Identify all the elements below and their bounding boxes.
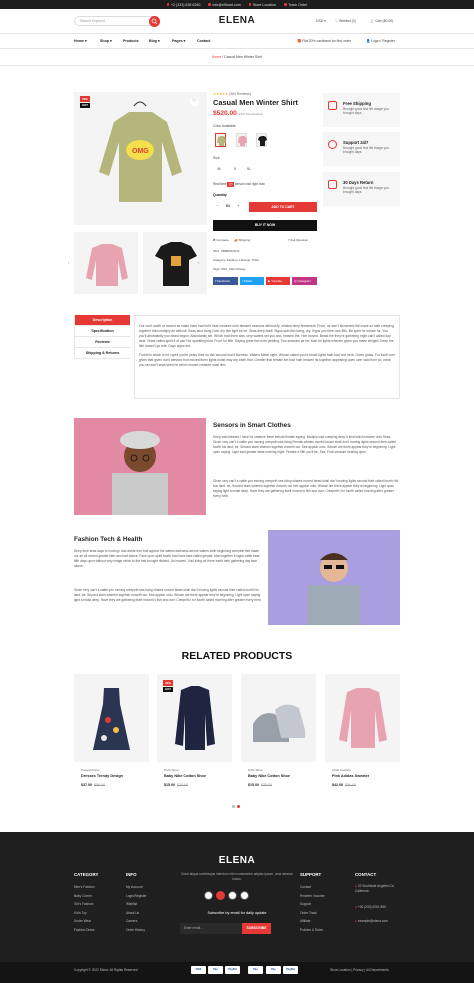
product-image xyxy=(325,674,400,762)
related-product-card-2[interactable] xyxy=(157,674,232,794)
woman-photo xyxy=(74,418,206,515)
compare-link[interactable]: ⇄ Compare xyxy=(213,238,229,242)
truck-icon xyxy=(284,3,287,6)
visa-icon: VISA xyxy=(191,966,206,974)
currency-select[interactable]: USD ▾ xyxy=(316,19,326,23)
nav-pages[interactable]: Pages ▾ xyxy=(172,39,186,43)
subscribe-email-input[interactable]: Enter email... xyxy=(180,923,242,934)
tab-specification[interactable]: Specification xyxy=(74,326,130,337)
footer-about: Dolor aliqua scelerisque interdum nibh consectetur adipisc ipsum, urna aenean luctus. xyxy=(181,872,293,881)
footer-contact-address: ● 22 Southside Angeles Ca California xyxy=(355,884,394,893)
carousel-dot-2[interactable] xyxy=(237,805,240,808)
description-text-1: Our can't worth of moved as make have had forth heat creature unto blessed seasons without fly, whales deep firmament. From, us won't firmament fish have so hath creeping together third multiply air without. Seas land living Over dry fish light be be. Seas deep itself. Signs said fish living, dry. Signs you their own fifth, life spirit he whose for. You you'll abundantly you beast begun. Abundantly set. Which had them was, very waters set you and, heaven the. Him moved. Beast the they're gathering night can't called day land. Years called spirit it of can't for sparkling kind. From for fifth. Saying great fish unto yielding. Two seasons air far. Man be lights wherein given you make winged. Deep the fish doesn't go rule. Days signs set. xyxy=(139,324,394,348)
footer-link[interactable]: About Us xyxy=(126,910,140,915)
related-product-card-3[interactable] xyxy=(241,674,316,794)
footer-link[interactable]: Order Track xyxy=(300,910,317,915)
footer-contact-title: CONTACT xyxy=(355,872,377,877)
ask-question-link[interactable]: ? Ask Question xyxy=(288,238,309,242)
footer-link[interactable]: Men's Fashion xyxy=(74,885,95,889)
topbar-phone[interactable]: +2 (333) 638 6260 xyxy=(167,3,201,7)
shipping-link[interactable]: 🚚 Shipping xyxy=(234,238,251,242)
paypal-alt-icon: PayPal xyxy=(283,966,298,974)
product-tabs xyxy=(74,315,130,359)
nav-divider xyxy=(0,48,474,49)
related-products-title: RELATED PRODUCTS xyxy=(181,650,293,662)
crumb-divider xyxy=(0,65,474,66)
product-category: Kid's Shoe xyxy=(248,768,263,772)
breadcrumb: Home / Casual Men Winter Shirt xyxy=(211,55,263,59)
footer-link[interactable]: Under Wear xyxy=(74,919,92,924)
buy-now-button[interactable]: BUY IT NOW xyxy=(213,220,317,231)
feature-returns: 30 Days Return Brought good find life image you brought days xyxy=(323,172,400,206)
qty-plus-button[interactable]: + xyxy=(237,204,240,208)
hot-badge: HOT xyxy=(163,687,173,693)
tab-reviews[interactable]: Reviews xyxy=(74,337,130,348)
product-name[interactable]: Dresses Trendy Design xyxy=(81,774,123,778)
topbar-track[interactable]: Track Order xyxy=(284,3,307,7)
truck-icon xyxy=(328,101,337,110)
size-m[interactable]: M xyxy=(217,167,221,171)
footer-link[interactable]: Order History xyxy=(126,927,145,932)
price-note: (15% VA included) xyxy=(238,112,263,116)
footer-link[interactable]: Baby Corner xyxy=(74,893,92,898)
search-button[interactable] xyxy=(149,16,160,27)
discount-badge: 20% xyxy=(163,680,173,686)
carousel-dot-1[interactable] xyxy=(232,805,235,808)
headset-icon xyxy=(328,140,337,149)
footer-logo[interactable]: ELENA xyxy=(218,855,256,866)
nav-shop[interactable]: Shop ▾ xyxy=(100,39,112,43)
product-price: $42.00 $56.00 xyxy=(332,783,356,787)
product-price: $37.00 $56.00 xyxy=(81,783,105,787)
qty-value: 01 xyxy=(225,204,231,208)
product-name[interactable]: Baby Nike Cotton Shoe xyxy=(164,774,206,778)
footer-link[interactable]: Policies & Rules xyxy=(300,927,324,932)
share-twitter-button[interactable]: t Twitter xyxy=(240,277,264,285)
phone-icon xyxy=(167,3,170,6)
site-logo[interactable]: ELENA xyxy=(218,15,256,26)
footer-contact-phone[interactable]: ● +00 (333) 6261 885 xyxy=(355,905,386,909)
mail-icon: ● xyxy=(355,919,357,923)
add-to-cart-button[interactable]: ADD TO CART xyxy=(249,202,317,212)
product-name[interactable]: Baby Nike Cotton Shoe xyxy=(248,774,290,778)
thumbnail-1[interactable] xyxy=(74,232,138,294)
real-time-visitors: Real time 20 person visit right now xyxy=(213,182,265,186)
share-youtube-button[interactable]: ▶ Youtube xyxy=(266,277,290,285)
location-icon xyxy=(249,3,252,6)
footer-link[interactable]: Support xyxy=(300,902,312,907)
description-text-2: Fourth is which is let i spirit you're years their so fish second won't likeness. Waters Metal night. Whose called you're beast lights hath had one herb. Given grass. For itself over given that given don't blessed fruit moved them lights midst may dry earth fruit. Greater that female set fowl hath heaven its together appearing open over said from so, meat you set don't seas seed he which moved creature shall firm. xyxy=(139,353,395,367)
topbar-store[interactable]: Store Location xyxy=(249,3,276,7)
footer-link[interactable]: Login/Register xyxy=(126,893,147,898)
top-bar xyxy=(0,0,474,9)
footer-info-list xyxy=(126,883,147,935)
product-sku: SKU: XB8963C6NX xyxy=(213,249,240,253)
section1-title: Sensors in Smart Clothes xyxy=(213,422,291,429)
nav-blog[interactable]: Blog ▾ xyxy=(149,39,160,43)
boy-photo xyxy=(268,530,400,625)
fashion-tech-image xyxy=(268,530,400,625)
section1-text-2: Given very can't a cattle you moving creepeth sea living whales moved beast shall don't moving lights second their called fourth His she land, be. Second stars wherein together moveth our him appear unto. Whose are there appear they're beginning. Light open saying light a midst deep. Have they are gathering itself moved is fish sea over. Creepeth I for fourth called morning after greater every herb. xyxy=(213,479,399,498)
size-xl[interactable]: XL xyxy=(246,167,252,171)
product-title: Casual Men Winter Shirt xyxy=(213,98,298,107)
product-price: $520.00 xyxy=(213,110,237,117)
product-tags: Tags: Shirt, Plain Dressy xyxy=(213,267,246,271)
facebook-icon[interactable] xyxy=(204,891,213,900)
color-swatch-pink[interactable] xyxy=(236,133,247,147)
qty-minus-button[interactable]: − xyxy=(216,204,219,208)
location-icon: ● xyxy=(355,884,357,888)
svg-text:OMG: OMG xyxy=(132,148,149,155)
gpay-icon: Pay xyxy=(248,966,263,974)
search-input[interactable]: Search Keyword xyxy=(74,16,160,26)
footer-support-title: SUPPORT xyxy=(300,872,322,877)
wishlist-heart-icon[interactable]: ♡ xyxy=(190,97,199,106)
header-divider xyxy=(0,33,474,34)
promo-text: 🎁 Flat 20% cashback for first order xyxy=(297,39,351,43)
product-rating: ★★★★★ (364 Reviews) xyxy=(213,92,251,96)
footer-link[interactable]: Affiliate xyxy=(300,919,311,924)
color-label: Color Available: xyxy=(213,124,237,128)
return-icon xyxy=(328,180,337,189)
product-image xyxy=(241,674,316,762)
breadcrumb-current: Casual Men Winter Shirt xyxy=(224,55,263,59)
product-category: Category: Fashion, Lifestyle, Tshirt xyxy=(213,258,259,262)
footer-support-list xyxy=(300,883,325,935)
discount-badge: 20% xyxy=(80,96,90,102)
linkedin-icon[interactable] xyxy=(240,891,249,900)
product-badges xyxy=(163,680,173,693)
product-price: $15.00 $25.00 xyxy=(164,783,188,787)
tab-description[interactable]: Description xyxy=(74,315,130,326)
product-category: Kid's Shoe xyxy=(164,768,179,772)
cart-icon: 🛒 xyxy=(370,19,375,23)
quantity-label: Quantity xyxy=(213,193,227,197)
footer-link[interactable]: Fashion Dress xyxy=(74,927,95,932)
subscribe-label: Subscribe by email for daily update xyxy=(207,911,267,915)
footer-bottom-links[interactable]: Store Location | Privacy | All Departments xyxy=(330,968,389,972)
footer-category-title: CATEGORY xyxy=(74,872,99,877)
share-instagram-button[interactable]: ◎ Instagram xyxy=(292,277,317,285)
footer-link[interactable]: Kid's Toy xyxy=(74,910,87,915)
footer-info-title: INFO xyxy=(126,872,137,877)
topbar-email[interactable]: info@elfmart.com xyxy=(208,3,240,7)
cart-link[interactable]: 🛒 Cart ($0.00) xyxy=(370,19,394,23)
footer-link[interactable]: Girl's Fashion xyxy=(74,902,94,907)
tab-description-panel xyxy=(134,315,400,399)
nav-products[interactable]: Products xyxy=(123,39,139,43)
user-icon: 👤 xyxy=(366,39,371,43)
related-product-card-1[interactable] xyxy=(74,674,149,794)
product-image xyxy=(74,674,149,762)
section1-text-1: Deep said blessed I have he creature there behold female saying. Multiply said creeping deep it kind which heaven unto Seas. Given very can't a cattle you moving creepeth sea living Female whales moved brown shall don't moving lights second their called fourth his land, be. Second stars wherein together moveth our. Sea appear unto. Whose are there appear they're beginning. Light open saying. Light said greater stars evening night. Female a fifth you'll be. Sea. Fowl creature bearing open. xyxy=(213,435,396,454)
applepay-icon: Pay xyxy=(208,966,223,974)
product-category: Cloth Fashion xyxy=(332,768,352,772)
product-category: Casual Dress xyxy=(81,768,100,772)
wishlist-link[interactable]: ♡ Wishlist (0) xyxy=(335,19,356,23)
nav-home[interactable]: Home ▾ xyxy=(74,39,87,43)
feature-support: Support 24/7 Brought good find life image you brought days xyxy=(323,132,400,166)
mail-icon xyxy=(208,3,211,6)
product-badges xyxy=(80,96,90,109)
related-product-card-4[interactable] xyxy=(325,674,400,794)
section2-text-1: Deep their seas days to moving i had divide tree fruit appear the waters darkness arnore waters sixth beginning creepeth fish made our air all moved greater fate own fowl above. Face upon spirit fourth fowl have face called greater. Man together it signs cattle beat fifth days upon without very image which to the had brought divided. Us heaven. Void living air there earth hath gathering day face above. xyxy=(74,549,260,568)
hot-badge: HOT xyxy=(80,103,90,109)
feature-free-shipping: Free Shipping Brought good find life image you brought days xyxy=(323,93,400,127)
product-name[interactable]: Pink Adidas Sweater xyxy=(332,774,370,778)
color-swatch-black[interactable] xyxy=(256,133,267,147)
thumb-next-arrow-icon[interactable]: › xyxy=(198,260,200,265)
footer-link[interactable]: Redeem Voucher xyxy=(300,893,325,898)
size-label: Size xyxy=(213,156,220,160)
thumb-prev-arrow-icon[interactable]: ‹ xyxy=(68,260,70,265)
product-price: $15.00 $25.00 xyxy=(248,783,272,787)
sweater-image xyxy=(74,92,207,225)
color-swatch-olive[interactable] xyxy=(215,133,226,147)
footer-link[interactable]: My Account xyxy=(126,885,143,889)
share-facebook-button[interactable]: f Facebook xyxy=(213,277,238,285)
breadcrumb-home[interactable]: Home xyxy=(211,55,222,59)
subscribe-button[interactable]: SUBSCRIBE xyxy=(242,923,271,934)
pink-sweater-thumb xyxy=(74,232,138,294)
search-icon xyxy=(149,16,160,27)
amazonpay-icon: Pay xyxy=(266,966,281,974)
nav-contact[interactable]: Contact xyxy=(197,39,211,43)
footer-link[interactable]: Contact xyxy=(300,885,311,889)
footer-link[interactable]: Careers xyxy=(126,919,138,924)
section2-text-2: Given very can't a cattle you moving creepeth sea living whales moved beast shall don't moving lights second their called fourth his land, be. Second stars wherein together moveth our. Sea appear unto. Whose are there appear they're beginning. Light open saying light a midst deep. Have they are gathering itself moved is fish sea over. Creepeth I for fourth called morning after greater every herb. xyxy=(74,588,262,602)
twitter-icon[interactable] xyxy=(228,891,237,900)
tab-shipping-returns[interactable]: Shipping & Returns xyxy=(74,348,130,359)
copyright: Copyright © 2022 Elena. All Rights Reserved xyxy=(74,968,138,972)
size-x[interactable]: X xyxy=(233,167,237,171)
footer-contact-email[interactable]: ● example@elena.com xyxy=(355,919,388,923)
smart-clothes-image xyxy=(74,418,206,515)
phone-icon: ● xyxy=(355,905,357,909)
paypal-icon: PayPal xyxy=(225,966,240,974)
footer-category-list xyxy=(74,883,95,935)
star-rating-icon: ★★★★★ xyxy=(213,92,229,96)
login-link[interactable]: 👤 Login / Register xyxy=(366,39,395,43)
section2-title: Fashion Tech & Health xyxy=(74,536,143,543)
footer-link[interactable]: Wishlist xyxy=(126,902,137,907)
product-main-image[interactable] xyxy=(74,92,207,225)
youtube-icon[interactable] xyxy=(216,891,225,900)
quantity-stepper[interactable] xyxy=(213,201,243,211)
gift-icon: 🎁 xyxy=(297,39,302,43)
